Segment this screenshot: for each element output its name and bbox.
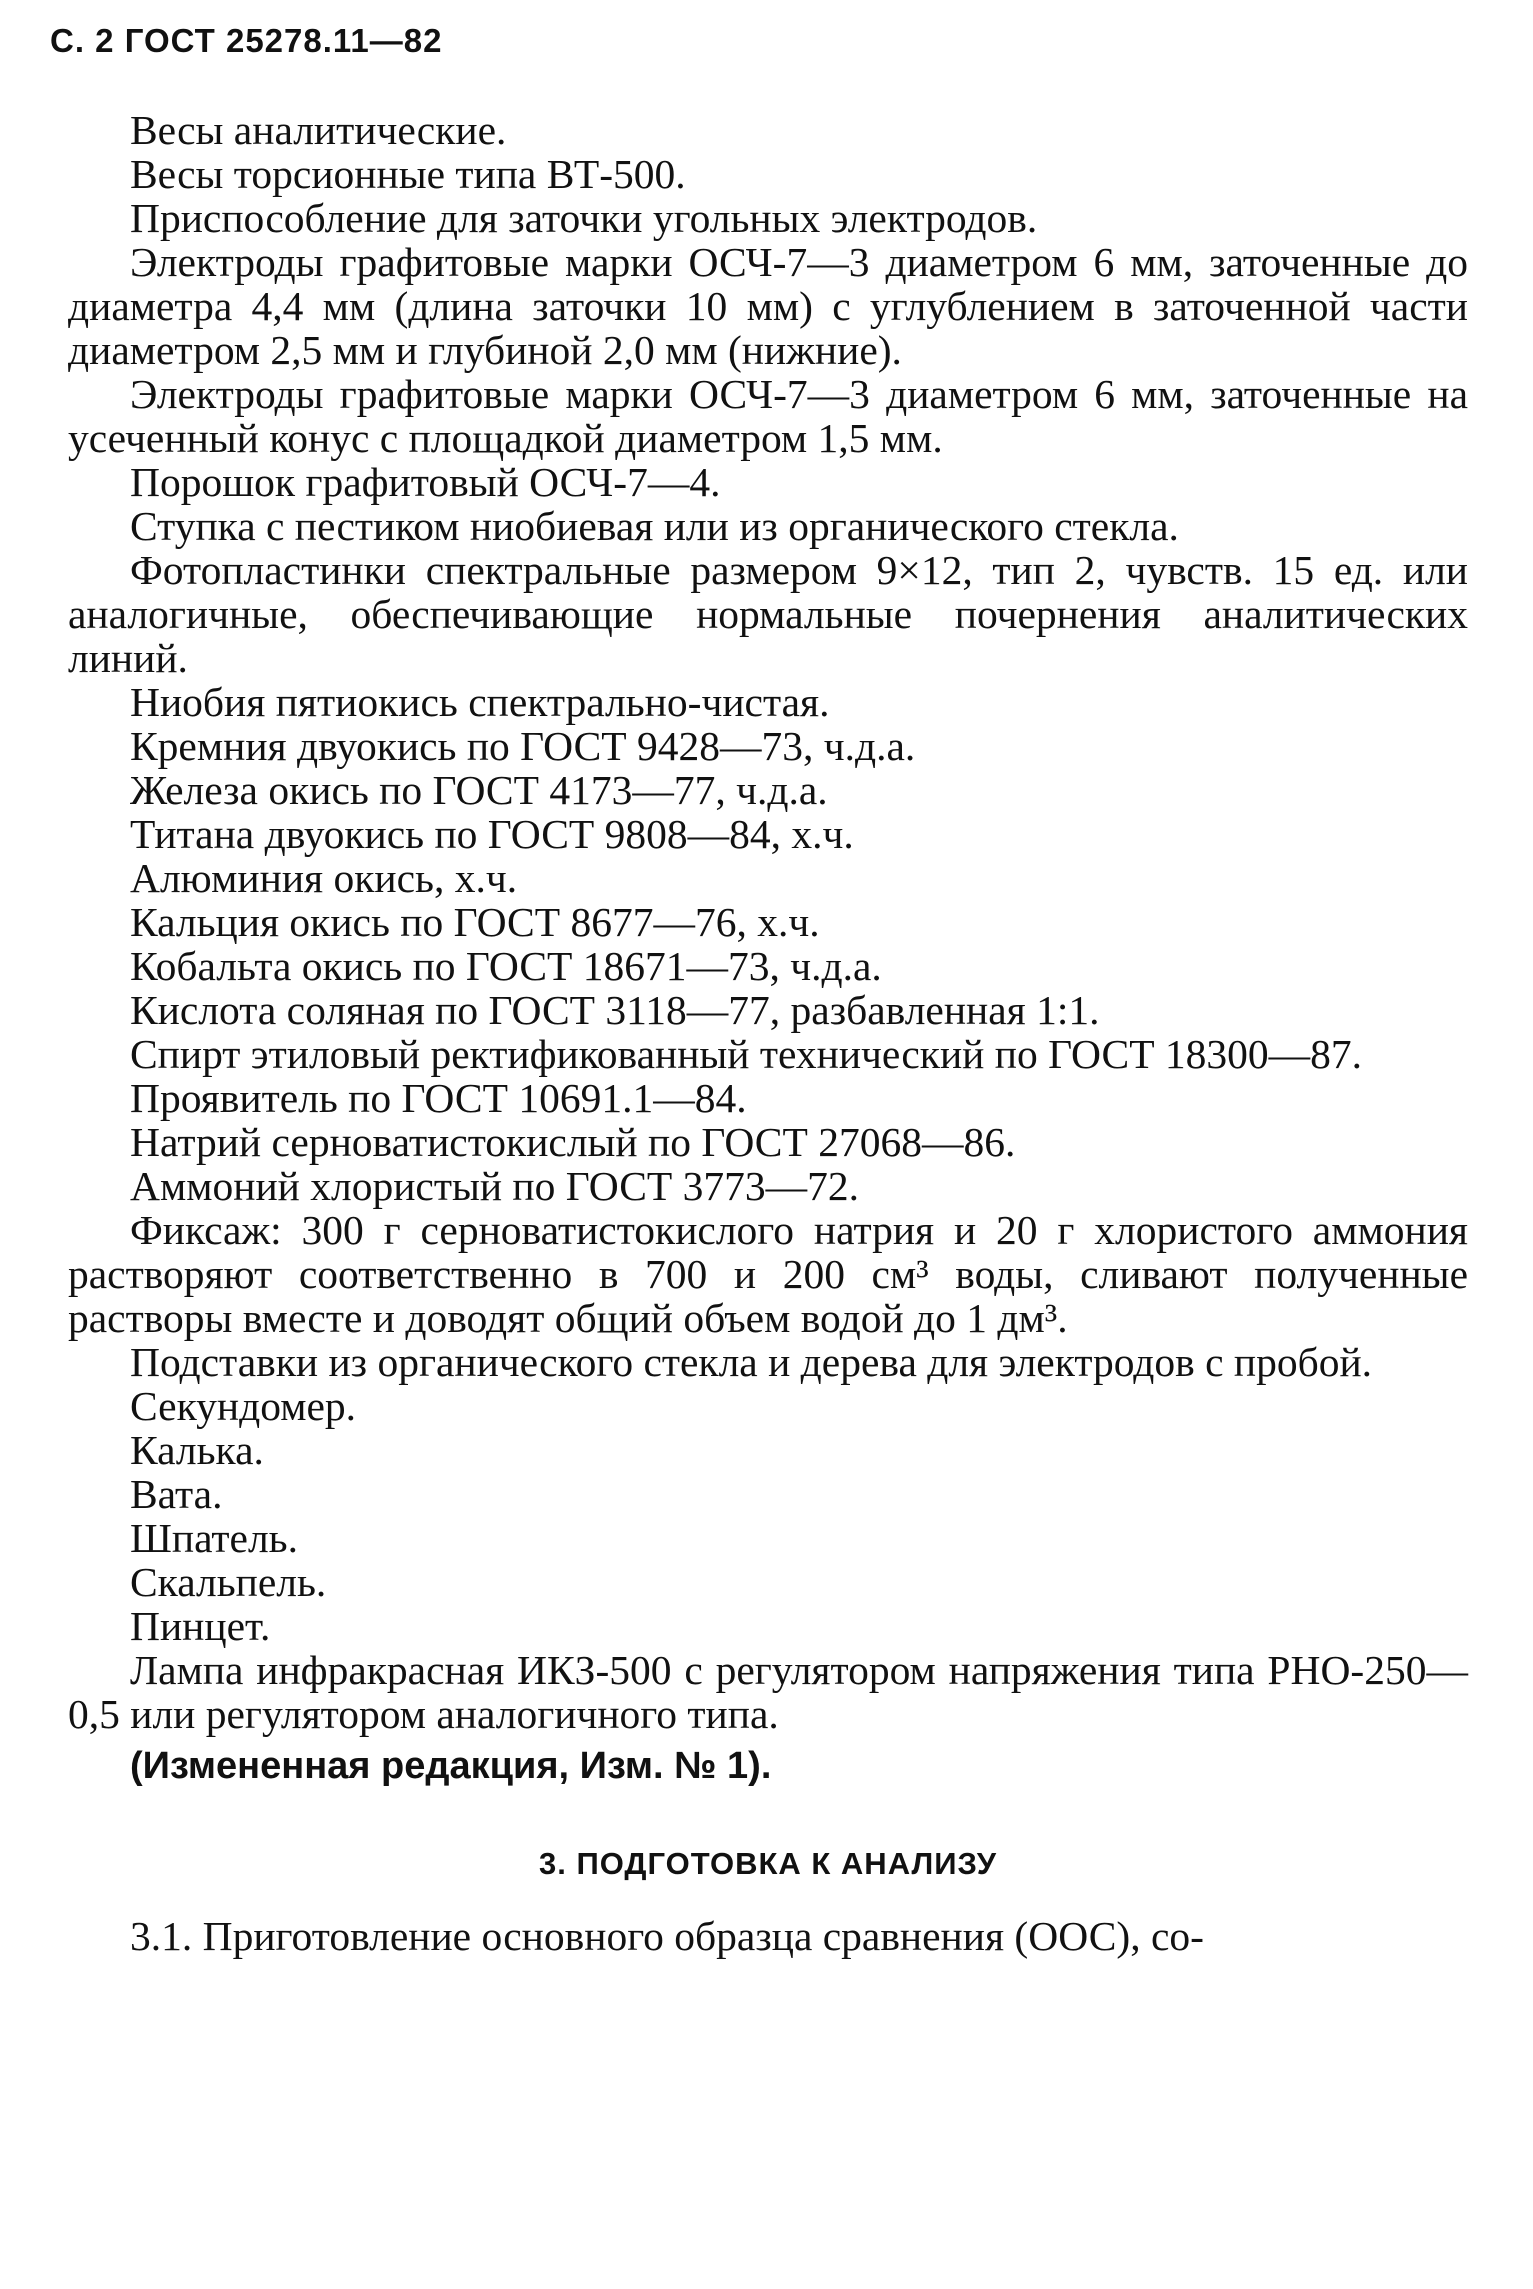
equipment-item: Весы аналитические. [130,107,507,153]
reagent-item: Железа окись по ГОСТ 4173—77, ч.д.а. [130,767,828,813]
equipment-item: Пинцет. [130,1603,271,1649]
equipment-item: Подставки из органического стекла и дерева для электродов с пробой. [130,1339,1373,1385]
equipment-item: Вата. [130,1471,223,1517]
equipment-item: Калька. [130,1427,264,1473]
reagent-item: Кислота соляная по ГОСТ 3118—77, разбавленная 1:1. [130,987,1100,1033]
reagent-item: Аммоний хлористый по ГОСТ 3773—72. [130,1163,859,1209]
equipment-item: Весы торсионные типа ВТ-500. [130,151,686,197]
reagent-item: Кобальта окись по ГОСТ 18671—73, ч.д.а. [130,943,882,989]
reagent-item: Кремния двуокись по ГОСТ 9428—73, ч.д.а. [130,723,916,769]
amendment-note: (Измененная редакция, Изм. № 1). [130,1745,772,1787]
equipment-item: Электроды графитовые марки ОСЧ-7—3 диаметром 6 мм, заточенные до диаметра 4,4 мм (длина заточки 10 мм) с углублением в заточенной части диаметром 2,5 мм и глубиной 2,0 мм (нижние). [68,239,1468,373]
equipment-item: Лампа инфракрасная ИКЗ-500 с регулятором напряжения типа РНО-250—0,5 или регулятором аналогичного типа. [68,1647,1468,1737]
reagent-item: Фиксаж: 300 г серноватистокислого натрия и 20 г хлористого аммония растворяют соответственно в 700 и 200 см³ воды, сливают полученные растворы вместе и доводят общий объем водой до 1 дм³. [68,1207,1468,1341]
running-header: С. 2 ГОСТ 25278.11—82 [50,22,443,59]
reagent-item: Ниобия пятиокись спектрально-чистая. [130,679,830,725]
equipment-item: Скальпель. [130,1559,327,1605]
equipment-item: Секундомер. [130,1383,357,1429]
reagent-item: Кальция окись по ГОСТ 8677—76, х.ч. [130,899,820,945]
section-title: 3. ПОДГОТОВКА К АНАЛИЗУ [538,1846,998,1881]
reagent-item: Титана двуокись по ГОСТ 9808—84, х.ч. [130,811,854,857]
document-body [68,108,1468,1958]
equipment-item: Порошок графитовый ОСЧ-7—4. [130,459,721,505]
reagent-item: Спирт этиловый ректификованный технический по ГОСТ 18300—87. [130,1031,1363,1077]
equipment-item: Шпатель. [130,1515,298,1561]
reagent-item: Алюминия окись, х.ч. [130,855,518,901]
equipment-item: Ступка с пестиком ниобиевая или из органического стекла. [130,503,1179,549]
reagent-item: Натрий серноватистокислый по ГОСТ 27068—86. [130,1119,1016,1165]
reagent-item: Проявитель по ГОСТ 10691.1—84. [130,1075,747,1121]
equipment-item: Фотопластинки спектральные размером 9×12, тип 2, чувств. 15 ед. или аналогичные, обеспечивающие нормальные почернения аналитических линий. [68,547,1468,681]
equipment-item: Электроды графитовые марки ОСЧ-7—3 диаметром 6 мм, заточенные на усеченный конус с площадкой диаметром 1,5 мм. [68,371,1468,461]
equipment-item: Приспособление для заточки угольных электродов. [130,195,1038,241]
section-paragraph: 3.1. Приготовление основного образца сравнения (ООС), со- [130,1913,1204,1959]
